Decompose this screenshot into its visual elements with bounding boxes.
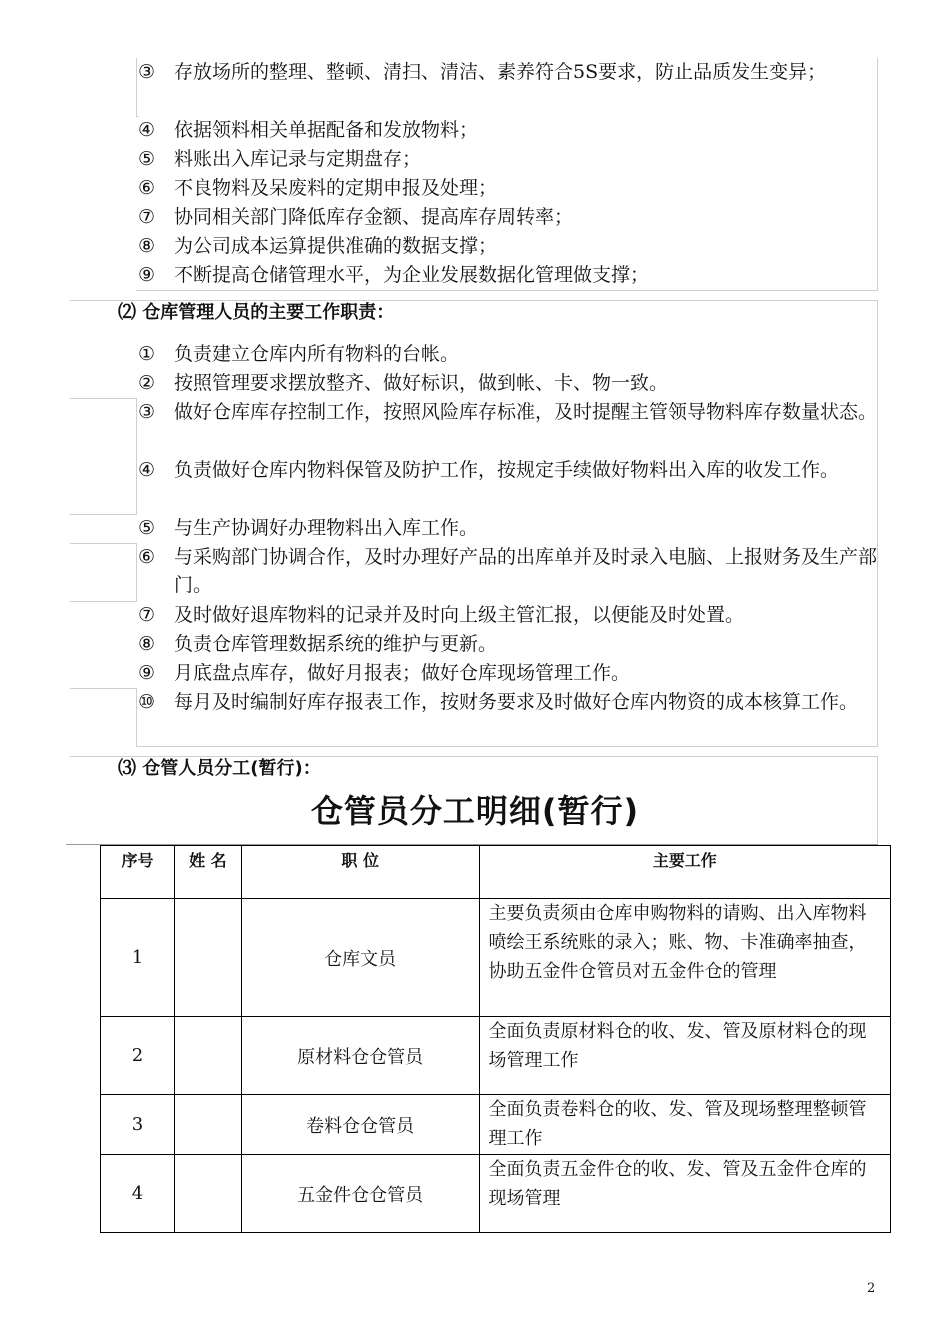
- frame-line: [136, 398, 137, 514]
- list-item: ⑦ 协同相关部门降低库存金额、提高库存周转率；: [138, 206, 574, 228]
- frame-line: [70, 543, 137, 544]
- table-row: [101, 1095, 891, 1155]
- cell-name: [174, 1017, 241, 1095]
- frame-line: [70, 688, 137, 689]
- frame-line: [70, 514, 137, 515]
- header-duty: 主要工作: [479, 846, 891, 899]
- list-item: ⑧ 负责仓库管理数据系统的维护与更新。: [138, 633, 498, 655]
- table-row: [101, 1155, 891, 1233]
- table-title: 仓管员分工明细(暂行): [310, 792, 640, 830]
- cell-duty: 全面负责原材料仓的收、发、管及原材料仓的现场管理工作: [479, 1017, 891, 1095]
- list-item: ④ 依据领料相关单据配备和发放物料；: [138, 119, 479, 141]
- list-item: ⑥ 与采购部门协调合作，及时办理好产品的出库单并及时录入电脑、上报财务及生产部门。: [138, 546, 878, 596]
- duty-table: [100, 845, 891, 1233]
- frame-line: [136, 58, 137, 116]
- cell-duty: 全面负责卷料仓的收、发、管及现场整理整顿管理工作: [479, 1095, 891, 1155]
- frame-line: [70, 398, 137, 399]
- frame-line: [136, 290, 878, 291]
- table-row: [101, 899, 891, 1017]
- header-no: 序号: [101, 846, 175, 899]
- frame-line: [136, 746, 878, 747]
- cell-name: [174, 899, 241, 1017]
- frame-line: [70, 601, 137, 602]
- table-header-row: [101, 846, 891, 899]
- cell-duty: 全面负责五金件仓的收、发、管及五金件仓库的现场管理: [479, 1155, 891, 1233]
- table-row: [101, 1017, 891, 1095]
- cell-duty: 主要负责须由仓库申购物料的请购、出入库物料喷绘王系统账的录入；账、物、卡准确率抽查，协助五金件仓管员对五金件仓的管理: [479, 899, 891, 1017]
- list-item: ② 按照管理要求摆放整齐、做好标识，做到帐、卡、物一致。: [138, 372, 669, 394]
- list-item: ① 负责建立仓库内所有物料的台帐。: [138, 343, 460, 365]
- cell-position: 五金件仓仓管员: [241, 1155, 479, 1233]
- list-item: ③ 做好仓库库存控制工作，按照风险库存标准，及时提醒主管领导物料库存数量状态。: [138, 401, 878, 423]
- cell-position: 原材料仓仓管员: [241, 1017, 479, 1095]
- cell-no: 2: [101, 1017, 175, 1095]
- list-item: ③ 存放场所的整理、整顿、清扫、清洁、素养符合5S要求，防止品质发生变异；: [138, 61, 827, 83]
- cell-position: 卷料仓仓管员: [241, 1095, 479, 1155]
- frame-line: [136, 688, 137, 746]
- cell-no: 4: [101, 1155, 175, 1233]
- cell-position: 仓库文员: [241, 899, 479, 1017]
- frame-line: [136, 543, 137, 601]
- header-name: 姓 名: [174, 846, 241, 899]
- list-item: ⑤ 与生产协调好办理物料出入库工作。: [138, 517, 479, 539]
- section-heading: ⑵ 仓库管理人员的主要工作职责：: [118, 302, 395, 323]
- cell-no: 3: [101, 1095, 175, 1155]
- cell-name: [174, 1155, 241, 1233]
- list-item: ⑨ 不断提高仓储管理水平，为企业发展数据化管理做支撑；: [138, 264, 650, 286]
- header-position: 职 位: [241, 846, 479, 899]
- list-item: ⑦ 及时做好退库物料的记录并及时向上级主管汇报，以便能及时处置。: [138, 604, 745, 626]
- list-item: ⑤ 料账出入库记录与定期盘存；: [138, 148, 422, 170]
- page-number: 2: [867, 1281, 876, 1296]
- list-item: ⑩ 每月及时编制好库存报表工作，按财务要求及时做好仓库内物资的成本核算工作。: [138, 691, 859, 713]
- list-item: ⑨ 月底盘点库存，做好月报表；做好仓库现场管理工作。: [138, 662, 631, 684]
- section-heading: ⑶ 仓管人员分工(暂行)：: [118, 758, 321, 779]
- cell-no: 1: [101, 899, 175, 1017]
- cell-name: [174, 1095, 241, 1155]
- list-item: ⑥ 不良物料及呆废料的定期申报及处理；: [138, 177, 498, 199]
- list-item: ⑧ 为公司成本运算提供准确的数据支撑；: [138, 235, 498, 257]
- list-item: ④ 负责做好仓库内物料保管及防护工作，按规定手续做好物料出入库的收发工作。: [138, 459, 840, 481]
